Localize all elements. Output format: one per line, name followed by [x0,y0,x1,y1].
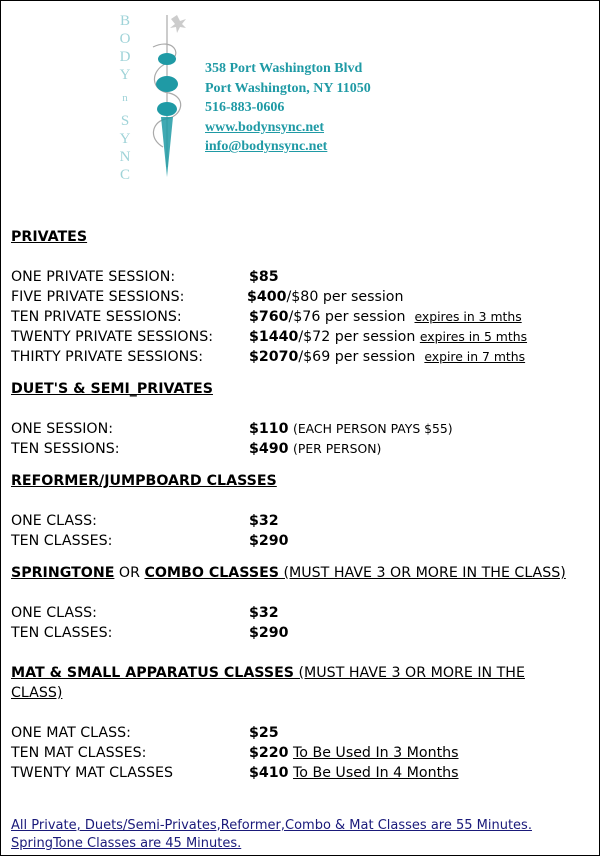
row-price: $410 [249,765,289,781]
logo-bead [156,76,178,92]
row-price: $1440 [249,329,299,345]
row-note: expires in 5 mths [419,329,528,344]
logo-letter: Y [119,67,131,83]
row-label: TEN CLASSES: [11,533,113,549]
row-label: ONE PRIVATE SESSION: [11,269,176,285]
row-label: THIRTY PRIVATE SESSIONS: [11,349,204,365]
row-label: ONE MAT CLASS: [11,725,131,741]
section-heading-duets: DUET'S & SEMI_PRIVATES [11,381,213,397]
row-price: $85 [249,269,279,285]
row-price: $110 [249,421,289,437]
footer-line1: All Private, Duets/Semi-Privates,Reformer,Combo & Mat Classes are 55 Minutes. [11,818,532,833]
heading-note-cont: CLASS) [11,685,63,701]
logo-letter: O [119,31,131,47]
row-price: $400 [247,289,287,305]
section-heading-mat [11,663,589,683]
row-label: ONE CLASS: [11,605,97,621]
price-row [11,511,589,531]
footer-line2: SpringTone Classes are 45 Minutes. [11,836,242,851]
row-detail: /$72 per session [298,329,416,345]
row-label: TEN CLASSES: [11,625,113,641]
row-label: TEN MAT CLASSES: [11,745,147,761]
phone-number: 516-883-0606 [205,100,285,116]
body-n-sync-logo [113,7,199,185]
row-detail: /$80 per session [286,289,404,305]
row-note: expires in 3 mths [414,309,522,324]
section-heading-reformer: REFORMER/JUMPBOARD CLASSES [11,473,277,489]
row-detail: (PER PERSON) [293,441,382,456]
website-link[interactable]: www.bodynsync.net [205,119,325,135]
logo-letter: C [119,167,131,183]
heading-springtone: SPRINGTONE [11,565,115,581]
price-row [11,267,589,287]
logo-letter: Y [119,131,131,147]
heading-note: (MUST HAVE 3 OR MORE IN THE [294,665,525,681]
row-detail: (EACH PERSON PAYS $55) [293,421,453,436]
row-price: $290 [249,533,289,549]
price-row [11,347,589,367]
row-label: TEN PRIVATE SESSIONS: [11,309,182,325]
address-line1: 358 Port Washington Blvd [205,61,363,76]
email-link[interactable]: info@bodynsync.net [205,139,328,155]
logo-letter: B [119,13,131,29]
heading-note: (MUST HAVE 3 OR MORE IN THE CLASS) [279,565,566,581]
row-detail: /$76 per session [288,309,406,325]
price-row [11,327,589,347]
price-row [11,603,589,623]
price-row [11,531,589,551]
logo-letter: D [119,49,131,65]
row-label: FIVE PRIVATE SESSIONS: [11,289,185,305]
section-heading-privates: PRIVATES [11,229,88,245]
price-row [11,307,589,327]
row-price: $32 [249,605,279,621]
row-price: $760 [249,309,289,325]
logo-letter: S [120,113,130,129]
price-row [11,287,589,307]
row-note: To Be Used In 4 Months [293,765,459,781]
price-row [11,439,589,459]
row-label: ONE SESSION: [11,421,113,437]
heading-note-line2 [11,683,589,703]
row-price: $490 [249,441,289,457]
row-label: TWENTY MAT CLASSES [11,765,173,781]
row-note: expire in 7 mths [424,349,526,364]
price-list [11,227,589,783]
logo-bead [158,53,176,65]
logo-letter: N [119,149,131,165]
contact-block [205,59,371,157]
row-label: TWENTY PRIVATE SESSIONS: [11,329,213,345]
price-row [11,723,589,743]
logo-letter: n [122,92,128,104]
heading-combo: COMBO CLASSES [144,565,279,581]
logo-bead [157,102,177,116]
row-label: ONE CLASS: [11,513,97,529]
row-price: $32 [249,513,279,529]
row-price: $290 [249,625,289,641]
section-heading-springtone [11,563,589,583]
duration-note [11,817,532,853]
row-detail: /$69 per session [298,349,416,365]
row-price: $220 [249,745,289,761]
price-row [11,623,589,643]
heading-or: OR [114,565,145,581]
address-line2: Port Washington, NY 11050 [205,80,371,96]
price-row [11,743,589,763]
row-price: $2070 [249,349,299,365]
price-row [11,419,589,439]
heading-mat: MAT & SMALL APPARATUS CLASSES [11,665,295,681]
price-row [11,763,589,783]
logo-star [170,15,186,33]
row-note: To Be Used In 3 Months [293,745,459,761]
row-label: TEN SESSIONS: [11,441,120,457]
row-price: $25 [249,725,279,741]
